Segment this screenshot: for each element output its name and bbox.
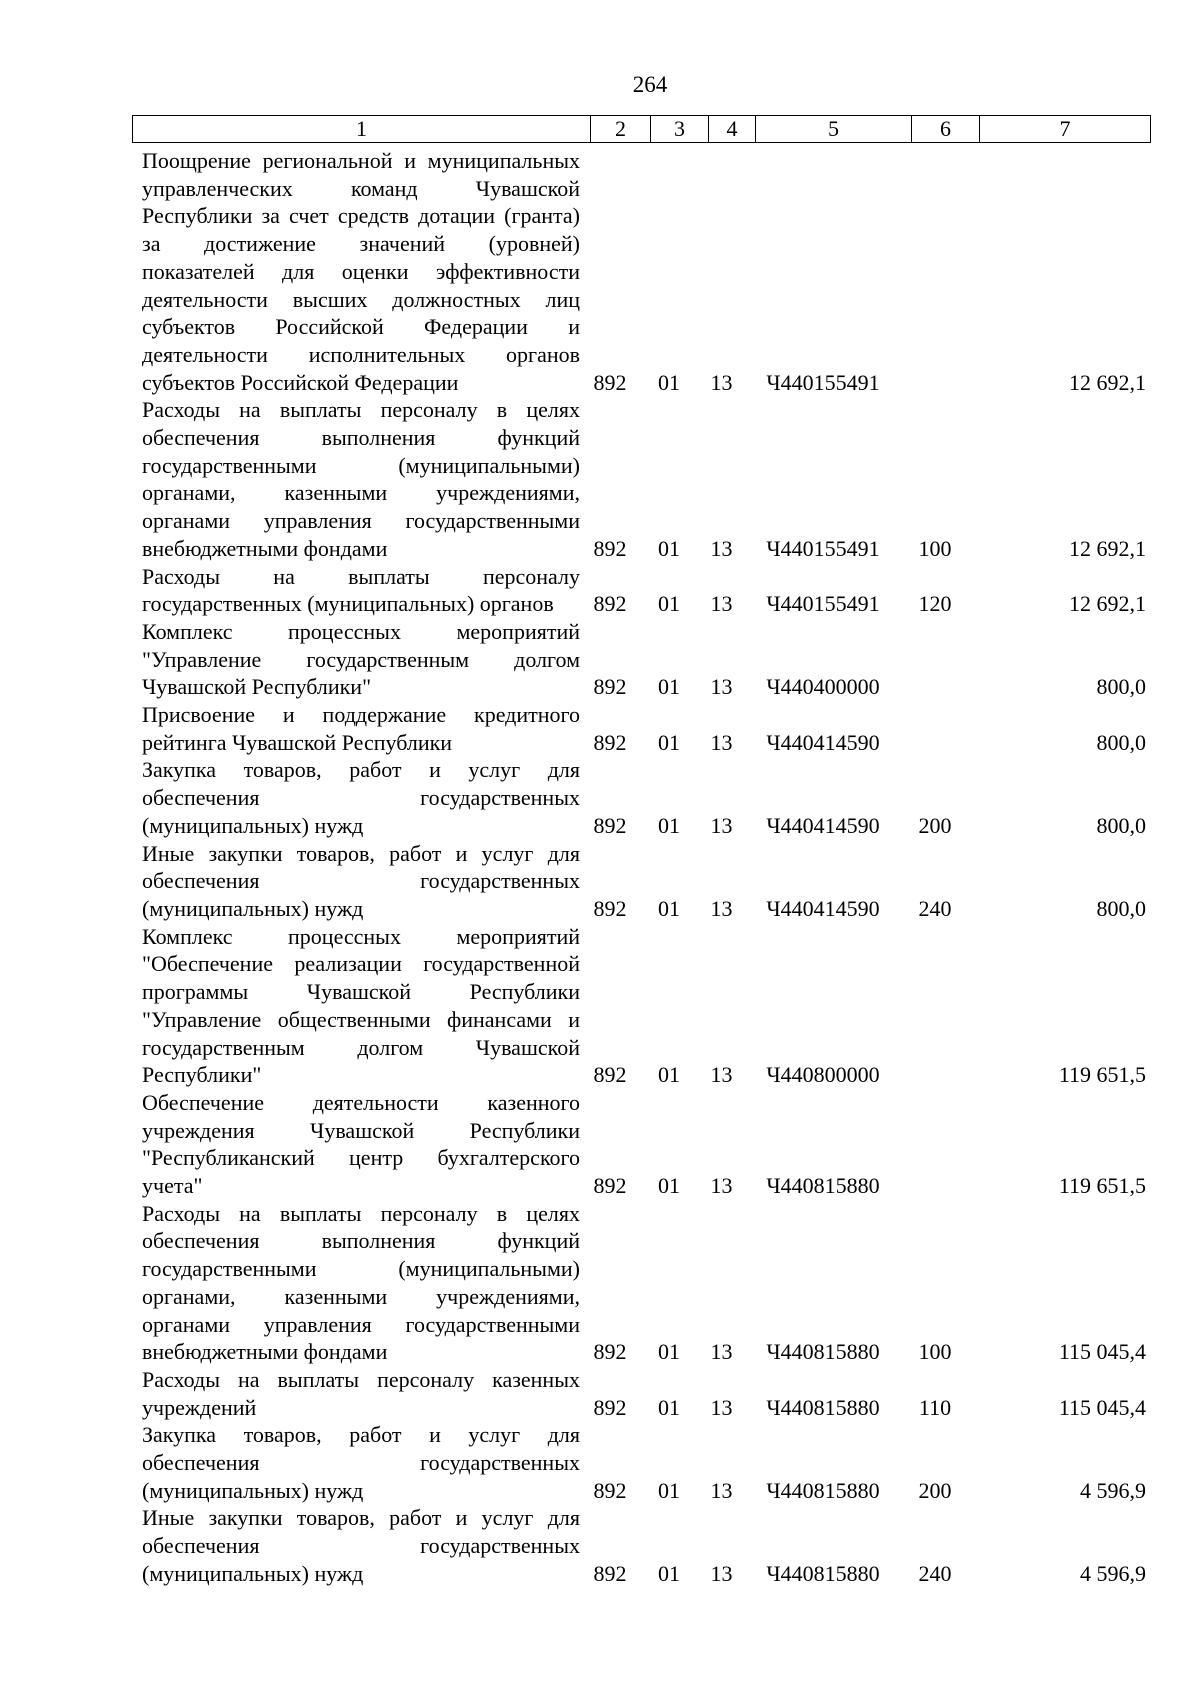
target-article-code: Ч440815880 [766, 1339, 880, 1365]
subsection-code: 13 [710, 591, 733, 617]
subsection-code: 13 [710, 1394, 733, 1420]
amount: 119 651,5 [1058, 1173, 1146, 1199]
section-code: 01 [658, 535, 680, 561]
ministry-code: 892 [593, 1062, 627, 1088]
target-article-code: Ч440815880 [766, 1560, 880, 1586]
target-article-code: Ч440815880 [766, 1173, 880, 1199]
expense-type-code: 200 [918, 812, 952, 838]
target-article-code: Ч440155491 [766, 535, 880, 561]
section-code: 01 [658, 812, 680, 838]
section-code: 01 [658, 1062, 680, 1088]
ministry-code: 892 [593, 1394, 627, 1420]
row-description: Присвоение и поддержание кредитного рейтинга Чувашской Республики [142, 702, 580, 755]
section-code: 01 [658, 1173, 680, 1199]
expense-type-code: 240 [918, 895, 952, 921]
table-row [142, 563, 1150, 618]
column-header: 6 [912, 116, 980, 143]
expense-type-code: 240 [918, 1560, 952, 1586]
subsection-code: 13 [710, 535, 733, 561]
target-article-code: Ч440800000 [766, 1062, 880, 1088]
column-header-table [132, 115, 1151, 143]
table-row [142, 756, 1150, 839]
column-header: 3 [651, 116, 709, 143]
row-description: Поощрение региональной и муниципальных управленческих команд Чувашской Республики за счет средств дотации (гранта) за достижение значений (уровней) показателей для оценки эффективности деятельности высших должностных лиц субъектов Российской Федерации и деятельности исполнительных органов субъектов Российской Федерации [142, 148, 580, 395]
target-article-code: Ч440815880 [766, 1394, 880, 1420]
column-header: 7 [980, 116, 1151, 143]
row-description: Обеспечение деятельности казенного учреждения Чувашской Республики "Республиканский центр бухгалтерского учета" [142, 1089, 580, 1199]
amount: 12 692,1 [1069, 369, 1146, 395]
table-row [142, 396, 1150, 562]
amount: 4 596,9 [1080, 1560, 1146, 1586]
amount: 119 651,5 [1058, 1062, 1146, 1088]
amount: 115 045,4 [1058, 1339, 1146, 1365]
section-code: 01 [658, 729, 680, 755]
amount: 12 692,1 [1069, 535, 1146, 561]
subsection-code: 13 [710, 1560, 733, 1586]
expense-type-code: 110 [918, 1394, 952, 1420]
section-code: 01 [658, 1560, 680, 1586]
column-header: 1 [133, 116, 591, 143]
expense-type-code: 100 [918, 535, 952, 561]
table-row [142, 1200, 1150, 1366]
table-row [142, 618, 1150, 701]
ministry-code: 892 [593, 674, 627, 700]
column-header: 2 [591, 116, 651, 143]
section-code: 01 [658, 591, 680, 617]
table-row [142, 1089, 1150, 1200]
table-row [142, 1504, 1150, 1587]
expense-type-code: 100 [918, 1339, 952, 1365]
amount: 800,0 [1096, 812, 1146, 838]
target-article-code: Ч440400000 [766, 674, 880, 700]
amount: 115 045,4 [1058, 1394, 1146, 1420]
table-row [142, 1421, 1150, 1504]
section-code: 01 [658, 1394, 680, 1420]
ministry-code: 892 [593, 1477, 627, 1503]
section-code: 01 [658, 895, 680, 921]
target-article-code: Ч440414590 [766, 895, 880, 921]
ministry-code: 892 [593, 1560, 627, 1586]
table-row [142, 701, 1150, 756]
amount: 800,0 [1096, 729, 1146, 755]
row-description: Расходы на выплаты персоналу казенных учреждений [142, 1366, 580, 1420]
budget-table-body [142, 147, 1150, 1588]
row-description: Расходы на выплаты персоналу в целях обеспечения выполнения функций государственными (муниципальными) органами, казенными учреждениями, органами управления государственными внебюджетными фондами [142, 397, 580, 561]
amount: 12 692,1 [1069, 591, 1146, 617]
subsection-code: 13 [710, 1062, 733, 1088]
row-description: Комплекс процессных мероприятий "Управление государственным долгом Чувашской Республики" [142, 618, 580, 700]
ministry-code: 892 [593, 729, 627, 755]
subsection-code: 13 [710, 895, 733, 921]
subsection-code: 13 [710, 1477, 733, 1503]
subsection-code: 13 [710, 369, 733, 395]
row-description: Закупка товаров, работ и услуг для обеспечения государственных (муниципальных) нужд [142, 1422, 580, 1503]
row-description: Расходы на выплаты персоналу государственных (муниципальных) органов [142, 563, 580, 617]
column-header: 5 [756, 116, 912, 143]
amount: 800,0 [1096, 895, 1146, 921]
section-code: 01 [658, 1477, 680, 1503]
expense-type-code: 200 [918, 1477, 952, 1503]
table-row [142, 840, 1150, 923]
section-code: 01 [658, 1339, 680, 1365]
target-article-code: Ч440414590 [766, 812, 880, 838]
subsection-code: 13 [710, 812, 733, 838]
ministry-code: 892 [593, 535, 627, 561]
column-header: 4 [709, 116, 756, 143]
ministry-code: 892 [593, 1339, 627, 1365]
table-row [142, 1366, 1150, 1421]
table-row [142, 147, 1150, 396]
row-description: Расходы на выплаты персоналу в целях обеспечения выполнения функций государственными (муниципальными) органами, казенными учреждениями, органами управления государственными внебюджетными фондами [142, 1200, 580, 1365]
subsection-code: 13 [710, 1339, 733, 1365]
expense-type-code: 120 [918, 591, 952, 617]
subsection-code: 13 [710, 1173, 733, 1199]
row-description: Иные закупки товаров, работ и услуг для обеспечения государственных (муниципальных) нужд [142, 840, 580, 921]
subsection-code: 13 [710, 729, 733, 755]
target-article-code: Ч440815880 [766, 1477, 880, 1503]
amount: 800,0 [1096, 674, 1146, 700]
ministry-code: 892 [593, 1173, 627, 1199]
page-number: 264 [632, 72, 668, 97]
target-article-code: Ч440155491 [766, 591, 880, 617]
ministry-code: 892 [593, 369, 627, 395]
target-article-code: Ч440155491 [766, 369, 880, 395]
ministry-code: 892 [593, 591, 627, 617]
section-code: 01 [658, 674, 680, 700]
column-header-row [133, 116, 1151, 143]
row-description: Иные закупки товаров, работ и услуг для обеспечения государственных (муниципальных) нужд [142, 1505, 580, 1586]
ministry-code: 892 [593, 812, 627, 838]
ministry-code: 892 [593, 895, 627, 921]
row-description: Закупка товаров, работ и услуг для обеспечения государственных (муниципальных) нужд [142, 757, 580, 838]
target-article-code: Ч440414590 [766, 729, 880, 755]
subsection-code: 13 [710, 674, 733, 700]
row-description: Комплекс процессных мероприятий "Обеспечение реализации государственной программы Чувашской Республики "Управление общественными финансами и государственным долгом Чувашской Республики" [142, 923, 580, 1088]
amount: 4 596,9 [1080, 1477, 1146, 1503]
table-row [142, 923, 1150, 1089]
section-code: 01 [658, 369, 680, 395]
